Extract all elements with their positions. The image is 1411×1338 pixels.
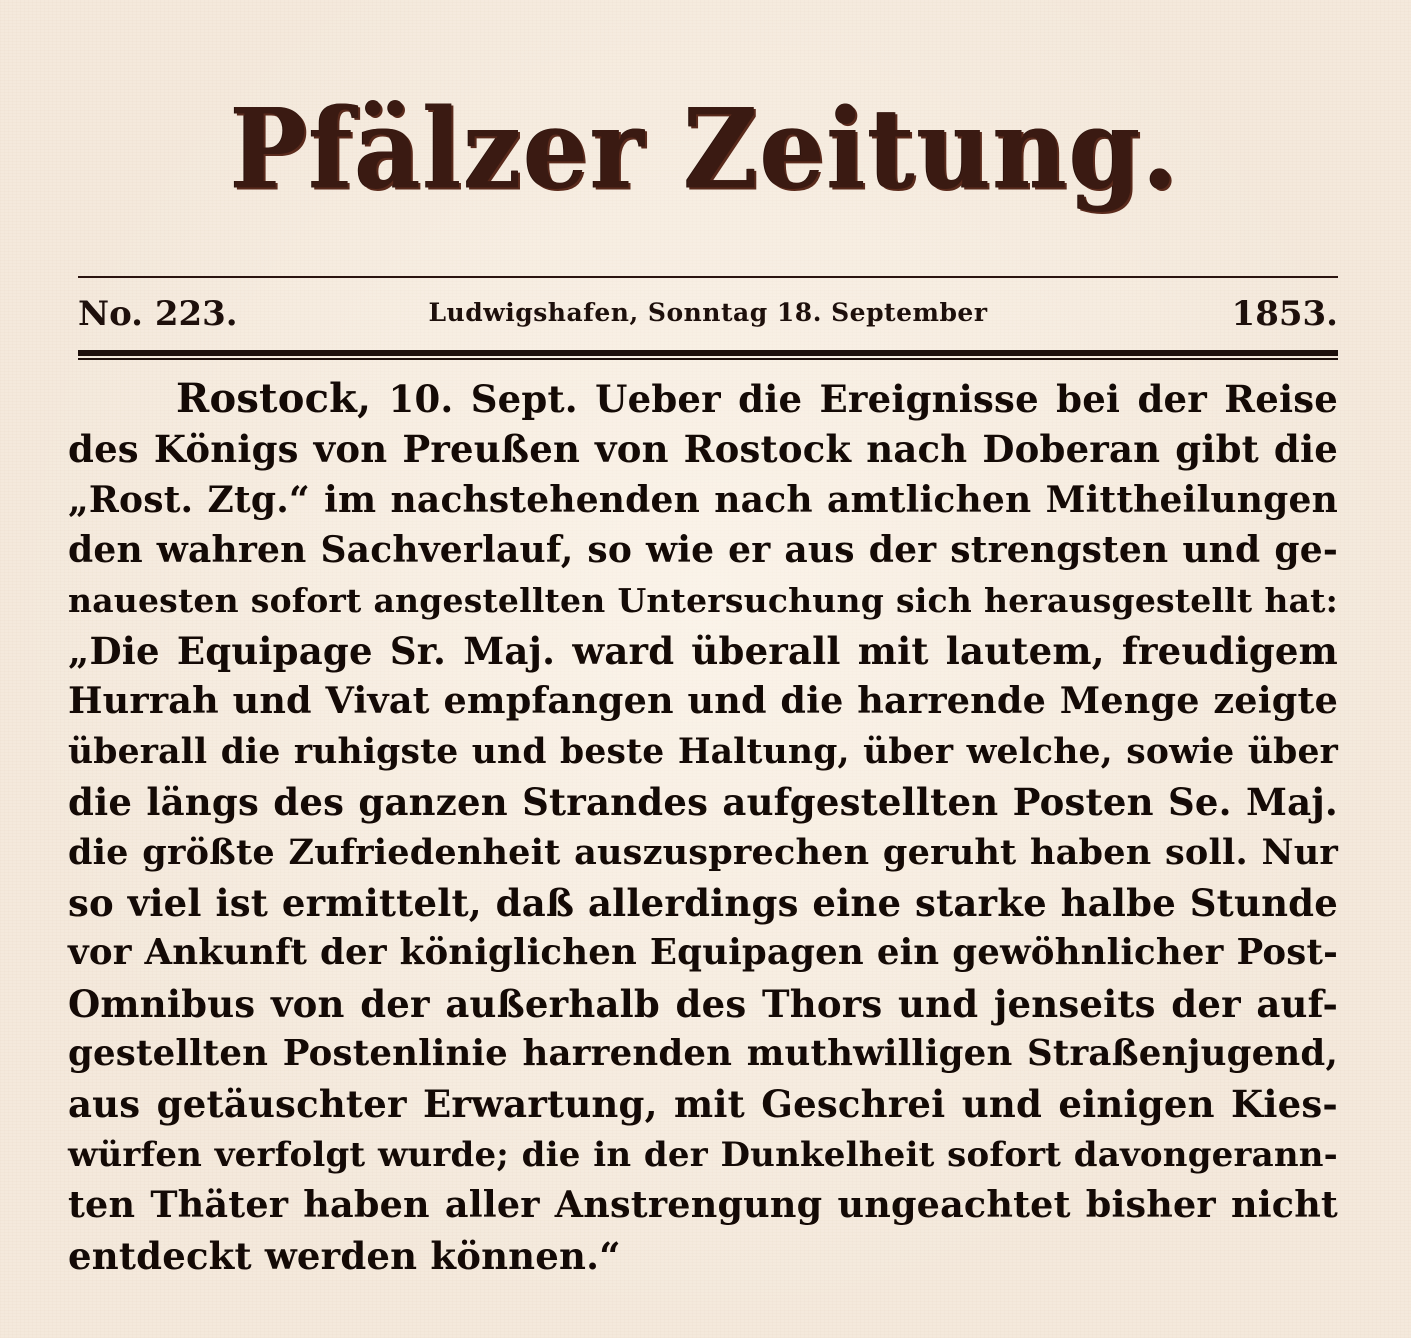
article-line: würfen verfolgt wurde; die in der Dunkelheit sofort davongerann- [68, 1134, 1338, 1175]
article-line: die größte Zufriedenheit auszusprechen geruht haben soll. Nur [68, 831, 1338, 873]
dateline-double-rule [78, 350, 1338, 360]
article-line: des Königs von Preußen von Rostock nach Doberan gibt die [68, 427, 1338, 472]
article-line: aus getäuschter Erwartung, mit Geschrei und einigen Kies- [68, 1082, 1338, 1127]
article-line: „Rost. Ztg.“ im nachstehenden nach amtlichen Mittheilungen [68, 478, 1338, 521]
article-line: den wahren Sachverlauf, so wie er aus der strengsten und ge- [68, 529, 1338, 572]
article-line: Rostock, 10. Sept. Ueber die Ereignisse bei der Reise [176, 375, 1338, 422]
article-line: Hurrah und Vivat empfangen und die harrende Menge zeigte [68, 679, 1338, 723]
article-line: Omnibus von der außerhalb des Thors und jenseits der auf- [68, 981, 1338, 1026]
newspaper-masthead: Pfälzer Zeitung. [230, 84, 1180, 215]
article-line: entdeckt werden können.“ [68, 1233, 621, 1278]
article-lead-word: Rostock, [176, 375, 372, 422]
article-line: nauesten sofort angestellten Untersuchung sich herausgestellt hat: [68, 580, 1338, 620]
article-line: überall die ruhigste und beste Haltung, über welche, sowie über [68, 731, 1338, 772]
article-line: „Die Equipage Sr. Maj. ward überall mit lautem, freudigem [68, 628, 1338, 673]
place-and-date: Ludwigshafen, Sonntag 18. September [428, 298, 988, 327]
article-line: ten Thäter haben aller Anstrengung ungeachtet bisher nicht [68, 1183, 1338, 1227]
dateline [78, 292, 1338, 342]
article-line: gestellten Postenlinie harrenden muthwilligen Straßenjugend, [68, 1033, 1338, 1075]
issue-number: No. 223. [78, 294, 238, 334]
article-line: so viel ist ermittelt, daß allerdings eine starke halbe Stunde [68, 880, 1338, 925]
issue-year: 1853. [1231, 294, 1338, 334]
article-body [68, 374, 1338, 1281]
masthead-rule [78, 276, 1338, 278]
article-line: die längs des ganzen Strandes aufgestellten Posten Se. Maj. [68, 780, 1338, 825]
article-line: vor Ankunft der königlichen Equipagen ein gewöhnlicher Post- [68, 932, 1338, 974]
